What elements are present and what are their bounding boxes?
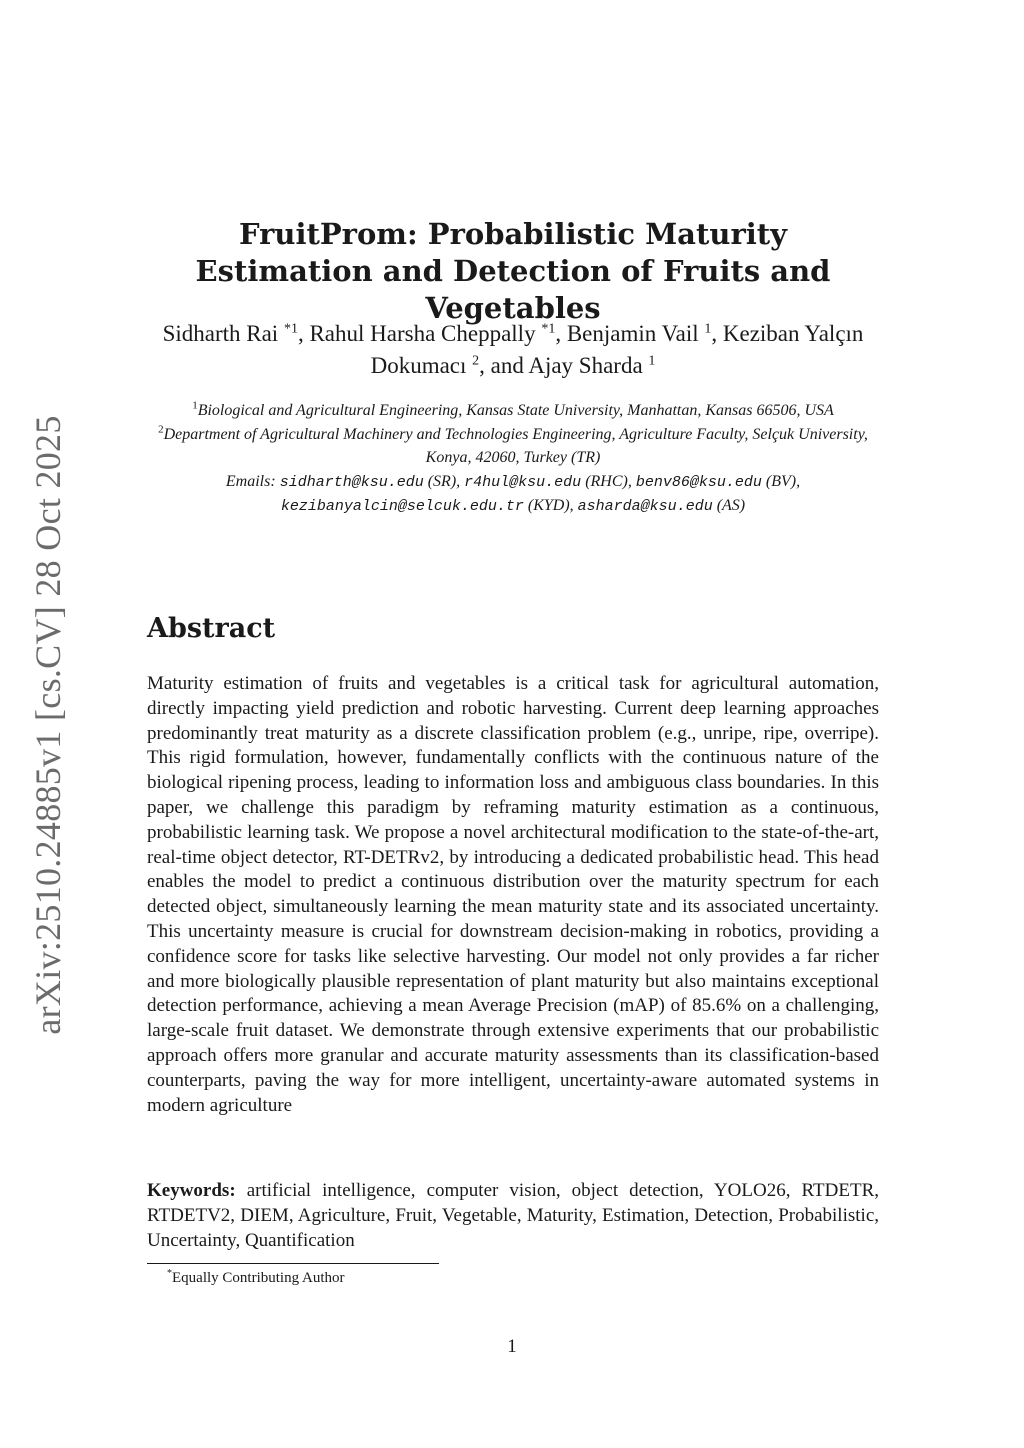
email-separator: , — [569, 497, 578, 515]
author-affiliation-mark: 1 — [648, 353, 656, 369]
email-owner: (AS) — [716, 497, 746, 515]
author-affiliation-mark: 1 — [704, 321, 712, 337]
footnote: *Equally Contributing Author — [167, 1268, 345, 1286]
affiliations-block — [140, 399, 886, 519]
author-name: Benjamin Vail — [566, 321, 699, 346]
author-separator: , — [297, 321, 310, 346]
author-separator: , — [711, 321, 723, 346]
author-affiliation-mark: *1 — [283, 321, 298, 337]
email-owner: (RHC) — [585, 472, 628, 490]
email-separator: , — [796, 472, 801, 490]
author-name: Rahul Harsha Cheppally — [309, 321, 536, 346]
email-address[interactable]: kezibanyalcin@selcuk.edu.tr — [280, 498, 524, 516]
author-name: Keziban Yalçın Dokumacı — [370, 321, 864, 378]
emails-label: Emails: — [225, 472, 276, 490]
author-separator: , and — [479, 353, 529, 378]
author-name: Ajay Sharda — [528, 353, 643, 378]
email-separator: , — [627, 472, 636, 490]
email-owner: (BV) — [765, 472, 797, 490]
email-address[interactable]: r4hul@ksu.edu — [464, 473, 582, 491]
author-list — [140, 318, 886, 382]
keywords-paragraph — [147, 1179, 879, 1253]
author-separator: , — [555, 321, 567, 346]
author-affiliation-mark: *1 — [541, 321, 556, 337]
email-separator: , — [456, 472, 465, 490]
email-address[interactable]: benv86@ksu.edu — [635, 473, 762, 491]
paper-title: FruitProm: Probabilistic Maturity Estimation and Detection of Fruits and Vegetables — [195, 217, 831, 325]
footnote-rule — [147, 1263, 439, 1264]
abstract-body: Maturity estimation of fruits and vegetables is a critical task for agricultural automation, directly impacting yield prediction and robotic harvesting. Current deep learning approaches predominantly treat maturity as a discrete classification problem (e.g., unripe, ripe, overripe). This rigid formulation, however, fundamentally conflicts with the continuous nature of the biological ripening process, leading to information loss and ambiguous class boundaries. In this paper, we challenge this paradigm by reframing maturity estimation as a continuous, probabilistic learning task. We propose a novel architectural modification to the state-of-the-art, real-time object detector, RT-DETRv2, by introducing a dedicated probabilistic head. This head enables the model to predict a continuous distribution over the maturity spectrum for each detected object, simultaneously learning the mean maturity state and its associated uncertainty. This uncertainty measure is crucial for downstream decision-making in robotics, providing a confidence score for tasks like selective harvesting. Our model not only provides a far richer and more biologically plausible representation of plant maturity but also maintains exceptional detection performance, achieving a mean Average Precision (mAP) of 85.6% on a challenging, large-scale fruit dataset. We demonstrate through extensive experiments that our probabilistic approach offers more granular and accurate maturity assessments than its classification-based counterparts, paving the way for more intelligent, uncertainty-aware automated systems in modern agriculture — [147, 673, 879, 1116]
email-address[interactable]: sidharth@ksu.edu — [279, 473, 424, 491]
emails-line — [140, 470, 886, 519]
author-name: Sidharth Rai — [162, 321, 279, 346]
affiliation-1: $^1$Biological and Agricultural Engineering, Kansas State University, Manhattan, Kansas 66506, USA — [192, 399, 834, 419]
abstract-heading: Abstract — [147, 613, 276, 644]
arxiv-side-stamp: arXiv:2510.24885v1 [cs.CV] 28 Oct 2025 — [28, 415, 68, 1035]
keywords-label: Keywords: — [147, 1180, 236, 1201]
email-owner: (SR) — [427, 472, 457, 490]
keywords-text: artificial intelligence, computer vision, object detection, YOLO26, RTDETR, RTDETV2, DIEM, Agriculture, Fruit, Vegetable, Maturity, Estimation, Detection, Probabilistic, Uncertainty, Quantification — [147, 1180, 880, 1251]
email-address[interactable]: asharda@ksu.edu — [577, 498, 713, 516]
author-affiliation-mark: 2 — [472, 353, 480, 369]
email-owner: (KYD) — [527, 497, 570, 515]
affiliation-2: $^2$Department of Agricultural Machinery and Technologies Engineering, Agriculture Faculty, Selçuk University, Konya, 42060, Turkey (TR) — [158, 423, 868, 467]
page-number: 1 — [507, 1336, 517, 1357]
